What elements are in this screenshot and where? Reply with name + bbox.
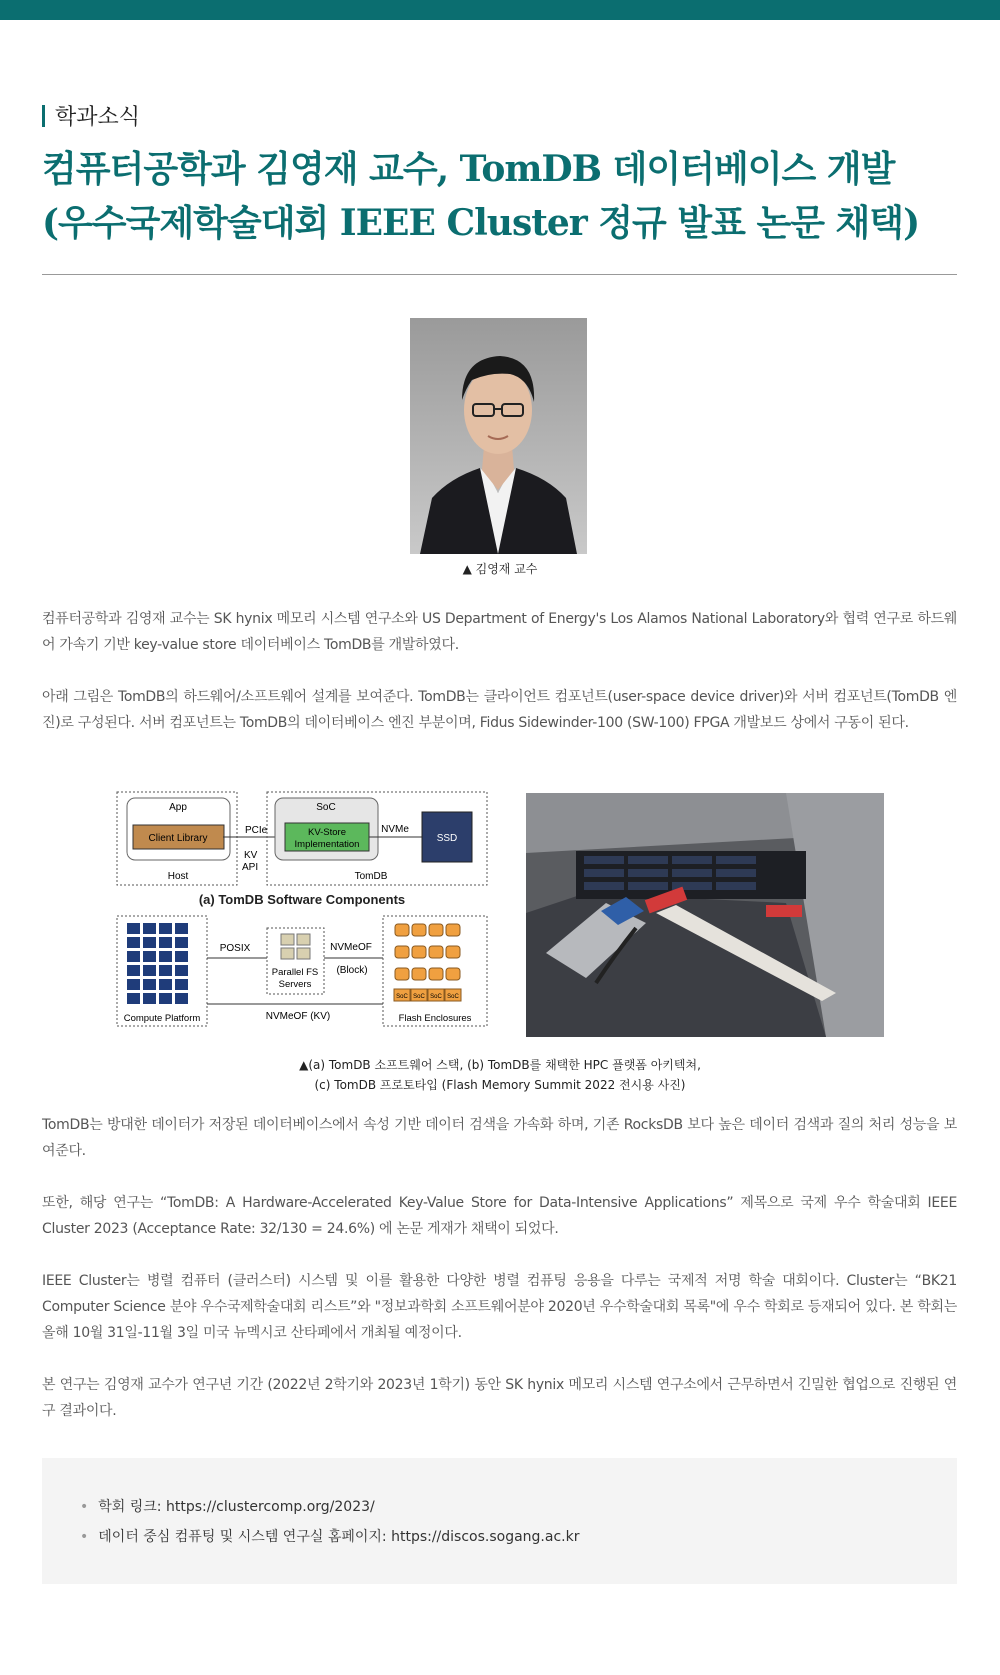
app-label: App <box>169 802 187 813</box>
link-list <box>80 1492 579 1552</box>
professor-portrait <box>410 318 587 554</box>
top-accent-bar <box>0 0 1000 20</box>
soc-chip: SoC <box>430 994 442 1000</box>
conference-link[interactable]: 학회 링크: https://clustercomp.org/2023/ <box>98 1499 375 1515</box>
soc-chip: SoC <box>396 994 408 1000</box>
bullet-icon: • <box>80 1529 89 1545</box>
category-marker <box>42 105 45 127</box>
paragraph-3: TomDB는 방대한 데이터가 저장된 데이터베이스에서 속성 기반 데이터 검색을 가속화 하며, 기존 RocksDB 보다 높은 데이터 검색과 질의 처리 성능을 보여준다. <box>42 1117 957 1159</box>
soc-chip: SoC <box>447 994 459 1000</box>
title-line-2: (우수국제학술대회 IEEE Cluster 정규 발표 논문 채택) <box>42 202 920 244</box>
category-label <box>42 100 140 131</box>
tomdb-label: TomDB <box>354 871 388 882</box>
list-item[interactable] <box>80 1492 579 1522</box>
prototype-photo <box>526 793 884 1037</box>
pcie-label: PCIe <box>245 825 268 836</box>
paragraph-4: 또한, 해당 연구는 “TomDB: A Hardware-Accelerated Key-Value Store for Data-Intensive Applications” 제목으로 국제 우수 학술대회 IEEE Cluster 2023 (Acceptance Rate: 32/130 = 24.6%) 에 논문 게재가 채택이 되었다. <box>42 1195 957 1237</box>
figure-caption-line-1: ▲(a) TomDB 소프트웨어 스택, (b) TomDB를 채택한 HPC 플랫폼 아키텍쳐, <box>299 1058 701 1072</box>
soc-chip: SoC <box>413 994 425 1000</box>
lab-homepage-link[interactable]: 데이터 중심 컴퓨팅 및 시스템 연구실 홈페이지: https://discos.sogang.ac.kr <box>98 1529 580 1545</box>
page-title <box>42 142 972 250</box>
bullet-icon: • <box>80 1499 89 1515</box>
category-text: 학과소식 <box>55 105 141 130</box>
architecture-figure <box>115 790 490 1040</box>
nvmeof-kv-label: NVMeOF (KV) <box>265 1011 331 1022</box>
parallel-fs-label: Parallel FS <box>271 967 319 978</box>
compute-platform-label: Compute Platform <box>123 1013 201 1024</box>
paragraph-6: 본 연구는 김영재 교수가 연구년 기간 (2022년 2학기와 2023년 1학기) 동안 SK hynix 메모리 시스템 연구소에서 근무하면서 긴밀한 협업으로 진행된 연구 결과이다. <box>42 1377 957 1419</box>
client-library-label: Client Library <box>148 833 208 844</box>
ssd-label: SSD <box>436 833 458 844</box>
figure-caption <box>250 1055 750 1095</box>
figure-caption-line-2: (c) TomDB 프로토타입 (Flash Memory Summit 2022 전시용 사진) <box>314 1078 686 1092</box>
servers-label: Servers <box>278 979 312 990</box>
portrait-caption: ▲ 김영재 교수 <box>462 562 538 576</box>
api-label: API <box>242 862 259 873</box>
title-line-1: 컴퓨터공학과 김영재 교수, TomDB 데이터베이스 개발 <box>42 148 895 190</box>
soc-label: SoC <box>316 802 336 813</box>
posix-label: POSIX <box>219 943 251 954</box>
host-label: Host <box>167 871 189 882</box>
caption-a: (a) TomDB Software Components <box>198 892 406 907</box>
block-label: (Block) <box>336 965 368 976</box>
implementation-label: Implementation <box>294 839 360 850</box>
paragraph-1: 컴퓨터공학과 김영재 교수는 SK hynix 메모리 시스템 연구소와 US Department of Energy's Los Alamos National Laboratory와 협력 연구로 하드웨어 가속기 기반 key-value store 데이터베이스 TomDB를 개발하였다. <box>42 611 957 653</box>
compute-grid <box>127 923 188 1004</box>
nvme-label: NVMe <box>381 824 409 835</box>
flash-enclosures-label: Flash Enclosures <box>398 1013 472 1024</box>
kv-label: KV <box>244 850 258 861</box>
paragraph-2: 아래 그림은 TomDB의 하드웨어/소프트웨어 설계를 보여준다. TomDB는 클라이언트 컴포넌트(user-space device driver)와 서버 컴포넌트(TomDB 엔진)로 구성된다. 서버 컴포넌트는 TomDB의 데이터베이스 엔진 부분이며, Fidus Sidewinder-100 (SW-100) FPGA 개발보드 상에서 구동이 된다. <box>42 689 957 731</box>
nvmeof-label: NVMeOF <box>330 942 372 953</box>
kv-store-label: KV-Store <box>307 827 347 838</box>
links-box <box>42 1458 957 1584</box>
title-divider <box>42 274 957 275</box>
list-item[interactable] <box>80 1522 579 1552</box>
paragraph-5: IEEE Cluster는 병렬 컴퓨터 (클러스터) 시스템 및 이를 활용한 다양한 병렬 컴퓨팅 응용을 다루는 국제적 저명 학술 대회이다. Cluster는 “BK21 Computer Science 분야 우수국제학술대회 리스트”와 "정보과학회 소프트웨어분야 2020년 우수학술대회 목록"에 우수 학회로 등재되어 있다. 본 학회는 올해 10월 31일-11월 3일 미국 뉴멕시코 산타페에서 개최될 예정이다. <box>42 1273 957 1341</box>
